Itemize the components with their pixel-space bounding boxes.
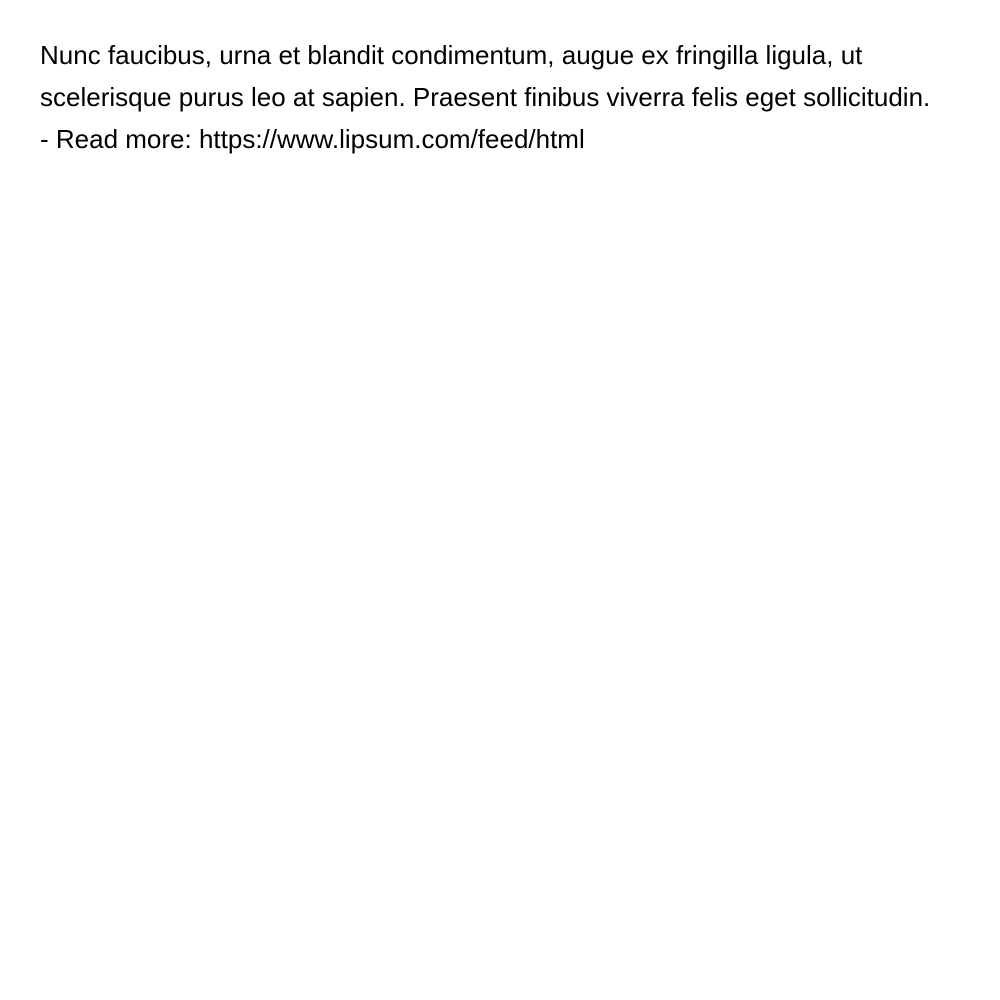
body-paragraph: Nunc faucibus, urna et blandit condimentum, augue ex fringilla ligula, ut scelerisque purus leo at sapien. Praesent finibus viverra felis eget sollicitudin. - Read more: https://www.lipsum.com/feed/html — [40, 40, 931, 154]
